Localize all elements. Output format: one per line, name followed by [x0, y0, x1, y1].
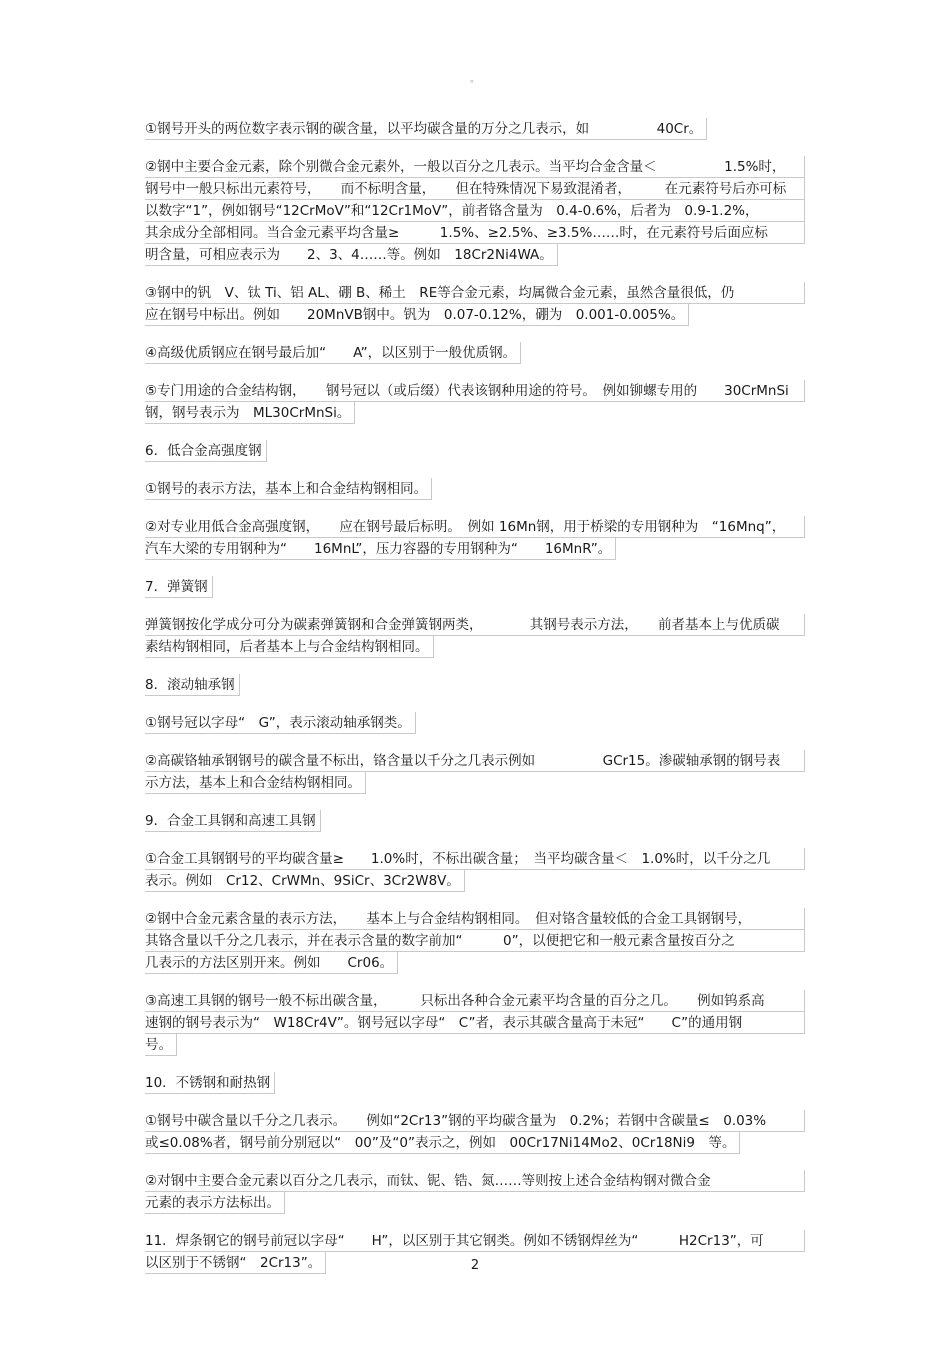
text-line: 11．焊条钢它的钢号前冠以字母“ H”，以区别于其它钢类。例如不锈钢焊丝为“ H2Cr13”，可 — [145, 1230, 805, 1252]
paragraph — [145, 156, 810, 270]
text-line: ⑤专门用途的合金结构钢， 钢号冠以（或后缀）代表该钢种用途的符号。 例如铆螺专用的 30CrMnSi — [145, 380, 805, 402]
paragraph — [145, 576, 810, 602]
paragraph — [145, 674, 810, 700]
text-line: 8．滚动轴承钢 — [145, 674, 240, 696]
text-line: 速钢的钢号表示为“ W18Cr4V”。钢号冠以字母“ C”者，表示其碳含量高于未冠“ C”的通用钢 — [145, 1012, 805, 1034]
text-line: 以区别于不锈钢“ 2Cr13”。 — [145, 1252, 326, 1274]
text-line: 表示。例如 Cr12、CrWMn、9SiCr、3Cr2W8V。 — [145, 870, 465, 892]
text-line: ②对钢中主要合金元素以百分之几表示，而钛、铌、锆、氮……等则按上述合金结构钢对微合金 — [145, 1170, 805, 1192]
text-line: 10．不锈钢和耐热钢 — [145, 1072, 275, 1094]
text-line: ②对专业用低合金高强度钢， 应在钢号最后标明。 例如 16Mn钢，用于桥梁的专用钢种为 “16Mnq”， — [145, 516, 805, 538]
text-line: 钢，钢号表示为 ML30CrMnSi。 — [145, 402, 355, 424]
text-line: 其铬含量以千分之几表示，并在表示含量的数字前加“ 0”，以便把它和一般元素含量按百分之 — [145, 930, 805, 952]
text-line: 弹簧钢按化学成分可分为碳素弹簧钢和合金弹簧钢两类， 其钢号表示方法， 前者基本上与优质碳 — [145, 614, 805, 636]
text-line: ①钢号开头的两位数字表示钢的碳含量，以平均碳含量的万分之几表示，如 40Cr。 — [145, 118, 707, 140]
paragraph — [145, 810, 810, 836]
text-line: ③钢中的钒 V、钛 Ti、铝 AL、硼 B、稀土 RE等合金元素，均属微合金元素，虽然含量很低，仍 — [145, 282, 805, 304]
text-line: ①钢号的表示方法，基本上和合金结构钢相同。 — [145, 478, 432, 500]
text-line: 号。 — [145, 1034, 177, 1056]
paragraph — [145, 712, 810, 738]
page-number: 2 — [470, 1258, 480, 1273]
paragraph — [145, 1072, 810, 1098]
text-line: 其余成分全部相同。当合金元素平均含量≥ 1.5%、≥2.5%、≥3.5%……时，在元素符号后面应标 — [145, 222, 805, 244]
paragraph — [145, 516, 810, 564]
text-line: 或≤0.08%者，钢号前分别冠以“ 00”及“0”表示之，例如 00Cr17Ni14Mo2、0Cr18Ni9 等。 — [145, 1132, 740, 1154]
paragraph — [145, 1170, 810, 1218]
text-line: ③高速工具钢的钢号一般不标出碳含量， 只标出各种合金元素平均含量的百分之几。 例如钨系高 — [145, 990, 805, 1012]
document-body — [145, 118, 810, 1290]
text-line: 钢号中一般只标出元素符号， 而不标明含量， 但在特殊情况下易致混淆者， 在元素符号后亦可标 — [145, 178, 805, 200]
paragraph — [145, 118, 810, 144]
text-line: 元素的表示方法标出。 — [145, 1192, 285, 1214]
text-line: 9．合金工具钢和高速工具钢 — [145, 810, 321, 832]
paragraph — [145, 750, 810, 798]
text-line: 几表示的方法区别开来。例如 Cr06。 — [145, 952, 398, 974]
text-line: ①钢号冠以字母“ G”，表示滚动轴承钢类。 — [145, 712, 416, 734]
paragraph — [145, 282, 810, 330]
text-line: ②钢中主要合金元素，除个别微合金元素外，一般以百分之几表示。当平均合金含量＜ 1.5%时， — [145, 156, 805, 178]
text-line: 素结构钢相同，后者基本上与合金结构钢相同。 — [145, 636, 434, 658]
text-line: 7．弹簧钢 — [145, 576, 213, 598]
paragraph — [145, 440, 810, 466]
paragraph — [145, 478, 810, 504]
text-line: 明含量，可相应表示为 2、3、4……等。例如 18Cr2Ni4WA。 — [145, 244, 558, 266]
paragraph — [145, 1110, 810, 1158]
paragraph — [145, 848, 810, 896]
text-line: ④高级优质钢应在钢号最后加“ A”，以区别于一般优质钢。 — [145, 342, 521, 364]
text-line: 以数字“1”，例如钢号“12CrMoV”和“12Cr1MoV”，前者铬含量为 0.4-0.6%，后者为 0.9-1.2%， — [145, 200, 805, 222]
paragraph — [145, 614, 810, 662]
paragraph — [145, 908, 810, 978]
paragraph — [145, 342, 810, 368]
text-line: ②高碳铬轴承钢钢号的碳含量不标出，铬含量以千分之几表示例如 GCr15。渗碳轴承钢的钢号表 — [145, 750, 805, 772]
text-line: 应在钢号中标出。例如 20MnVB钢中。钒为 0.07-0.12%，硼为 0.001-0.005%。 — [145, 304, 689, 326]
text-line: 汽车大梁的专用钢种为“ 16MnL”，压力容器的专用钢种为“ 16MnR”。 — [145, 538, 616, 560]
paragraph — [145, 990, 810, 1060]
text-line: ①钢号中碳含量以千分之几表示。 例如“2Cr13”钢的平均碳含量为 0.2%；若钢中含碳量≤ 0.03% — [145, 1110, 805, 1132]
text-line: 6．低合金高强度钢 — [145, 440, 267, 462]
text-line: ②钢中合金元素含量的表示方法， 基本上与合金结构钢相同。 但对铬含量较低的合金工具钢钢号， — [145, 908, 805, 930]
text-line: 示方法，基本上和合金结构钢相同。 — [145, 772, 366, 794]
page-mark: 。 — [470, 74, 480, 85]
paragraph — [145, 380, 810, 428]
text-line: ①合金工具钢钢号的平均碳含量≥ 1.0%时，不标出碳含量； 当平均碳含量＜ 1.0%时，以千分之几 — [145, 848, 805, 870]
